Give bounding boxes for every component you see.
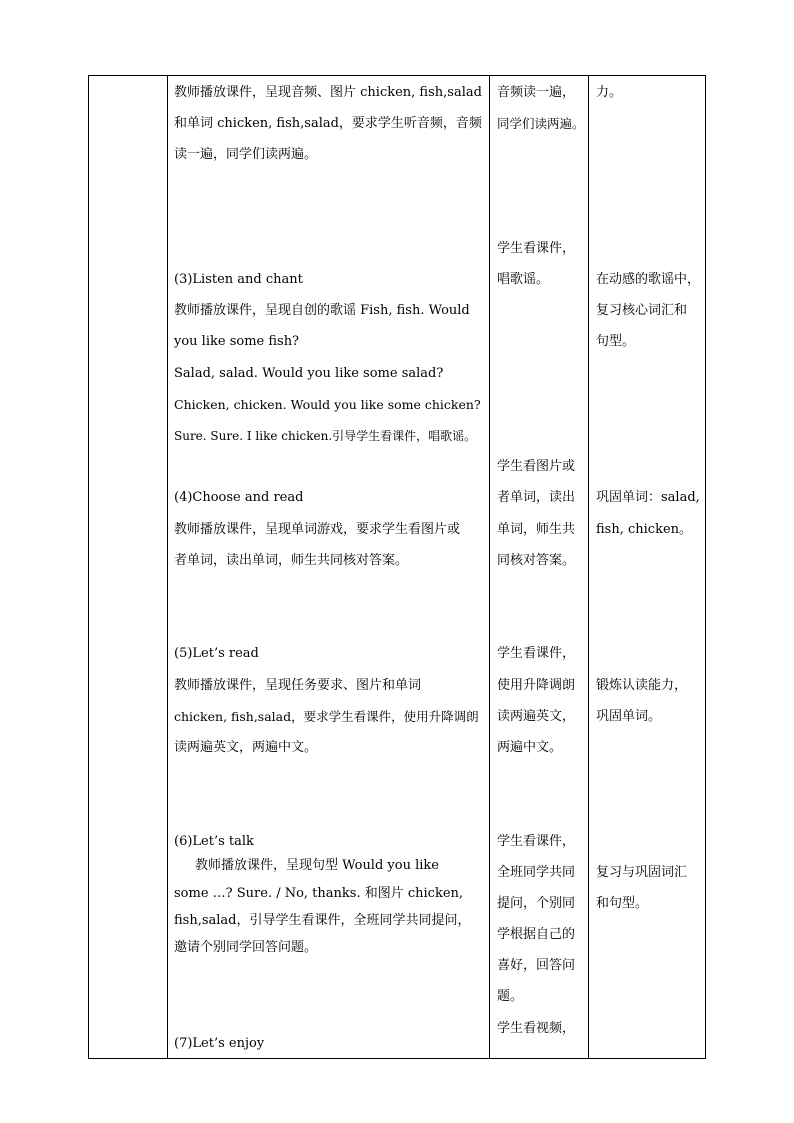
text-line: 全班同学共同 <box>497 865 576 880</box>
text-line: some …? Sure. / No, thanks. 和图片 chicken, <box>174 886 464 901</box>
text-line: 使用升降调朗 <box>497 678 576 693</box>
text-line: 者单词，读出单词，师生共同核对答案。 <box>174 553 409 568</box>
text-line: 题。 <box>497 989 524 1004</box>
text-line: 同核对答案。 <box>497 553 576 568</box>
text-line: 和单词 chicken, fish,salad，要求学生听音频，音频 <box>174 116 482 131</box>
text-line: 巩固单词。 <box>596 709 662 724</box>
text-line: 者单词，读出 <box>497 490 576 505</box>
text-line: 提问，个别同 <box>497 896 576 911</box>
text-line: you like some fish? <box>174 334 300 349</box>
student-activity-cell <box>490 76 588 1058</box>
text-line: 复习与巩固词汇 <box>596 865 688 880</box>
text-line: fish,salad，引导学生看课件，全班同学共同提问， <box>174 913 471 928</box>
text-line: 学生看课件， <box>497 646 576 661</box>
lesson-plan-table <box>88 75 706 1059</box>
text-line: 教师播放课件，呈现单词游戏，要求学生看图片或 <box>174 522 461 537</box>
text-line: 教师播放课件，呈现自创的歌谣 Fish, fish. Would <box>174 303 470 318</box>
text-line: 学生看课件， <box>497 834 576 849</box>
text-line: 读一遍，同学们读两遍。 <box>174 147 318 162</box>
teacher-activity-cell <box>168 76 489 1058</box>
text-line: 喜好，回答问 <box>497 958 576 973</box>
text-line: Chicken, chicken. Would you like some chicken? <box>174 397 481 412</box>
text-line: 力。 <box>596 85 623 100</box>
text-line: Sure. Sure. I like chicken.引导学生看课件，唱歌谣。 <box>174 429 477 443</box>
text-line: 两遍中文。 <box>497 740 563 755</box>
text-line: 在动感的歌谣中， <box>596 272 701 287</box>
text-line: 学生看图片或 <box>497 459 576 474</box>
text-line: 学生看课件， <box>497 241 576 256</box>
section-heading: (3)Listen and chant <box>174 272 303 287</box>
text-line: 音频读一遍， <box>497 85 576 100</box>
section-heading: (7)Let’s enjoy <box>174 1036 265 1051</box>
text-line: 同学们读两遍。 <box>497 116 585 131</box>
text-line: 邀请个别同学回答问题。 <box>174 940 318 955</box>
text-line: 教师播放课件，呈现句型 Would you like <box>195 858 439 873</box>
text-line: 读两遍英文，两遍中文。 <box>174 740 318 755</box>
text-line: chicken, fish,salad，要求学生看课件，使用升降调朗 <box>174 709 479 724</box>
text-line: 句型。 <box>596 334 636 349</box>
text-line: 巩固单词：salad, <box>596 490 700 505</box>
text-line: 教师播放课件，呈现音频、图片 chicken, fish,salad <box>174 85 482 100</box>
text-line: Salad, salad. Would you like some salad? <box>174 366 444 381</box>
purpose-cell <box>589 76 706 1058</box>
text-line: 教师播放课件，呈现任务要求、图片和单词 <box>174 678 422 693</box>
text-line: fish, chicken。 <box>596 522 693 537</box>
section-heading: (6)Let’s talk <box>174 834 254 849</box>
text-line: 复习核心词汇和 <box>596 303 688 318</box>
stage-cell <box>89 76 167 1058</box>
text-line: 学根据自己的 <box>497 927 576 942</box>
section-heading: (4)Choose and read <box>174 490 304 505</box>
text-line: 读两遍英文， <box>497 709 576 724</box>
text-line: 锻炼认读能力， <box>596 678 688 693</box>
section-heading: (5)Let’s read <box>174 646 259 661</box>
text-line: 和句型。 <box>596 896 649 911</box>
text-line: 学生看视频， <box>497 1021 576 1036</box>
text-line: 单词，师生共 <box>497 522 576 537</box>
text-line: 唱歌谣。 <box>497 272 550 287</box>
